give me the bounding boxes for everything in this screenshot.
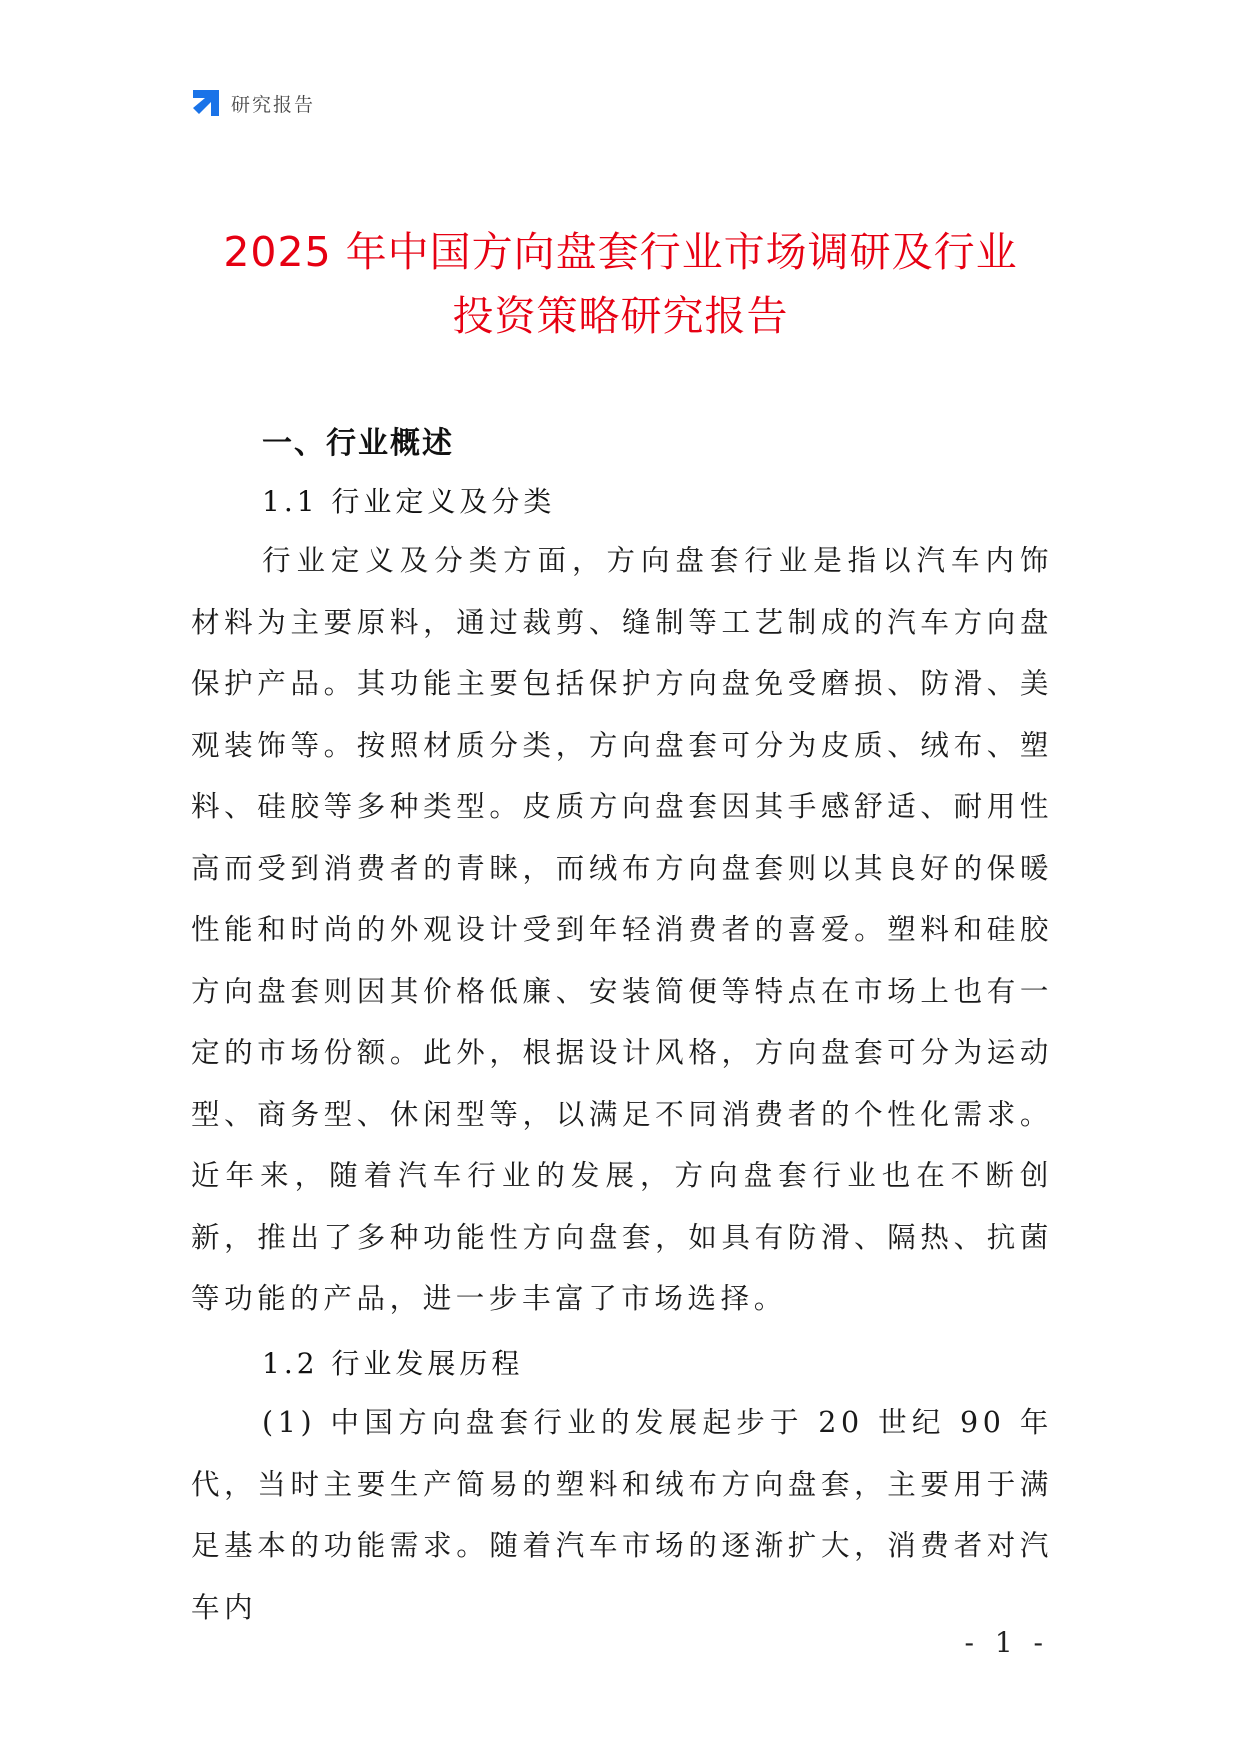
page-number: - 1 - — [964, 1626, 1049, 1659]
paragraph-history: (1) 中国方向盘套行业的发展起步于 20 世纪 90 年代，当时主要生产简易的塑料和绒布方向盘套，主要用于满足基本的功能需求。随着汽车市场的逐渐扩大，消费者对汽车内 — [191, 1406, 1053, 1624]
report-header — [191, 88, 315, 118]
report-title — [150, 220, 1091, 348]
subsection-heading-1-2: 1.2 行业发展历程 — [262, 1347, 524, 1380]
header-label: 研究报告 — [231, 93, 316, 116]
arrow-logo-icon — [191, 88, 221, 118]
section-heading: 一、行业概述 — [262, 426, 454, 461]
title-line-1: 2025 年中国方向盘套行业市场调研及行业 — [223, 228, 1018, 276]
title-line-2: 投资策略研究报告 — [452, 292, 789, 340]
paragraph-definition: 行业定义及分类方面，方向盘套行业是指以汽车内饰材料为主要原料，通过裁剪、缝制等工艺制成的汽车方向盘保护产品。其功能主要包括保护方向盘免受磨损、防滑、美观装饰等。按照材质分类，方向盘套可分为皮质、绒布、塑料、硅胶等多种类型。皮质方向盘套因其手感舒适、耐用性高而受到消费者的青睐，而绒布方向盘套则以其良好的保暖性能和时尚的外观设计受到年轻消费者的喜爱。塑料和硅胶方向盘套则因其价格低廉、安装简便等特点在市场上也有一定的市场份额。此外，根据设计风格，方向盘套可分为运动型、商务型、休闲型等，以满足不同消费者的个性化需求。近年来，随着汽车行业的发展，方向盘套行业也在不断创新，推出了多种功能性方向盘套，如具有防滑、隔热、抗菌等功能的产品，进一步丰富了市场选择。 — [191, 544, 1053, 1315]
subsection-heading-1-1: 1.1 行业定义及分类 — [262, 485, 556, 518]
